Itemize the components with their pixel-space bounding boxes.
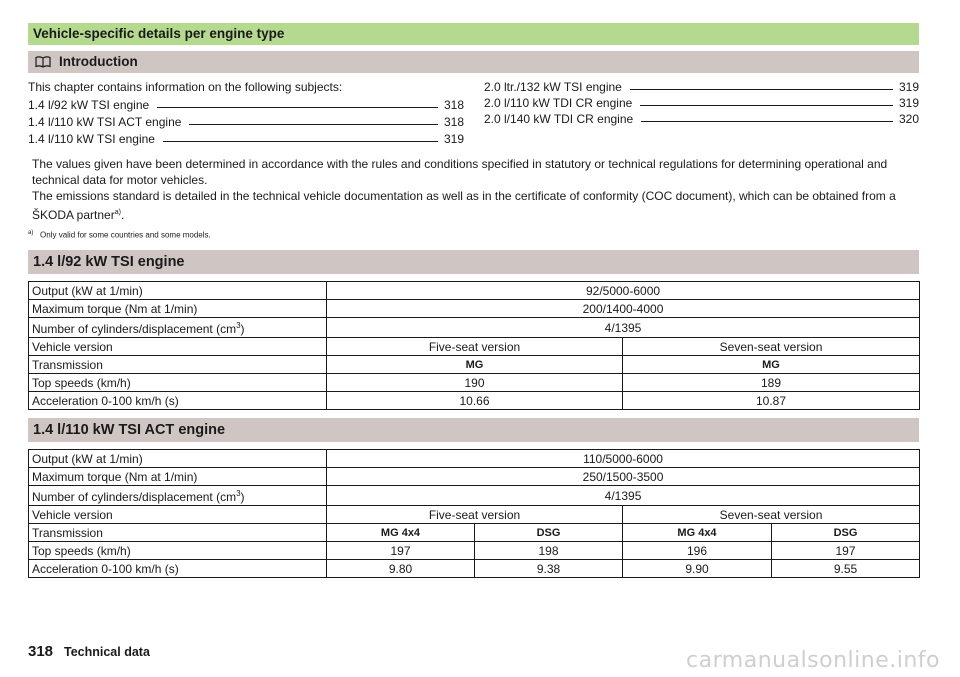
table-cell: Number of cylinders/displacement $(cm^3)$	[29, 318, 327, 338]
table-cell: Number of cylinders/displacement $(cm^3)$	[29, 486, 327, 506]
table-row	[29, 450, 920, 468]
table-row	[29, 506, 920, 524]
toc-item[interactable]: 1.4 l/92 kW TSI engine 318	[28, 98, 464, 112]
toc-item[interactable]: 2.0 l/140 kW TDI CR engine 320	[484, 112, 919, 126]
spec-table	[28, 449, 920, 578]
table-cell: 196	[623, 542, 772, 560]
table-cell: Seven-seat version	[623, 338, 920, 356]
table-row	[29, 486, 920, 506]
table-row	[29, 468, 920, 486]
table-row	[29, 374, 920, 392]
table-cell: Vehicle version	[29, 506, 327, 524]
table-cell: Acceleration 0-100 km/h (s)	[29, 560, 327, 578]
table-cell: Maximum torque (Nm at 1/min)	[29, 300, 327, 318]
table-cell: 92/5000-6000	[327, 282, 920, 300]
table-row	[29, 560, 920, 578]
table-cell: DSG	[475, 524, 623, 542]
table-cell: Output (kW at 1/min)	[29, 282, 327, 300]
table-cell: 9.38	[475, 560, 623, 578]
intro-title: Introduction	[59, 54, 138, 69]
table-cell: 9.80	[327, 560, 475, 578]
table-cell: Acceleration 0-100 km/h (s)	[29, 392, 327, 410]
toc-item[interactable]: 2.0 ltr./132 kW TSI engine 319	[484, 80, 919, 94]
table-cell: 9.55	[772, 560, 920, 578]
intro-paragraph: The values given have been determined in accordance with the rules and conditions specified in statutory or technical regulations for determining operational and technical data for motor vehicles.	[32, 157, 888, 187]
table-cell: 189	[623, 374, 920, 392]
table-cell: Transmission	[29, 524, 327, 542]
table-cell: 197	[772, 542, 920, 560]
table-row	[29, 524, 920, 542]
table-row	[29, 542, 920, 560]
table-cell: 110/5000-6000	[327, 450, 920, 468]
table-cell: 198	[475, 542, 623, 560]
table-cell: Five-seat version	[327, 506, 623, 524]
table-cell: 10.87	[623, 392, 920, 410]
table-row	[29, 300, 920, 318]
footer-title: Technical data	[64, 645, 150, 659]
toc-item[interactable]: 1.4 l/110 kW TSI engine 319	[28, 132, 464, 146]
chapter-header: Vehicle-specific details per engine type	[28, 23, 919, 45]
table-cell: 9.90	[623, 560, 772, 578]
table-cell: Top speeds (km/h)	[29, 542, 327, 560]
footnote-ref: a)	[114, 208, 121, 216]
table-cell: Top speeds (km/h)	[29, 374, 327, 392]
table-row	[29, 338, 920, 356]
section-header: 1.4 l/92 kW TSI engine	[28, 250, 919, 274]
table-cell: Maximum torque (Nm at 1/min)	[29, 468, 327, 486]
table-cell: 197	[327, 542, 475, 560]
table-cell: Vehicle version	[29, 338, 327, 356]
table-cell: MG	[623, 356, 920, 374]
section-header: 1.4 l/110 kW TSI ACT engine	[28, 418, 919, 442]
footnote: $^{a)}$ Only valid for some countries and some models.	[28, 230, 211, 240]
table-cell: Five-seat version	[327, 338, 623, 356]
page-number: 318	[28, 643, 54, 660]
table-cell: 4/1395	[327, 486, 920, 506]
table-row	[29, 282, 920, 300]
table-cell: 200/1400-4000	[327, 300, 920, 318]
intro-lead: This chapter contains information on the following subjects:	[28, 80, 343, 94]
table-cell: Seven-seat version	[623, 506, 920, 524]
table-cell: MG 4x4	[623, 524, 772, 542]
spec-table	[28, 281, 920, 410]
table-cell: 250/1500-3500	[327, 468, 920, 486]
table-cell: DSG	[772, 524, 920, 542]
intro-header	[28, 51, 919, 73]
table-cell: Transmission	[29, 356, 327, 374]
table-cell: MG	[327, 356, 623, 374]
toc-item[interactable]: 1.4 l/110 kW TSI ACT engine 318	[28, 115, 464, 129]
table-cell: 4/1395	[327, 318, 920, 338]
table-cell: 10.66	[327, 392, 623, 410]
book-icon	[35, 56, 51, 68]
table-cell: MG 4x4	[327, 524, 475, 542]
watermark: carmanualsonline.info	[686, 648, 940, 673]
table-cell: 190	[327, 374, 623, 392]
table-row	[29, 392, 920, 410]
table-row	[29, 318, 920, 338]
toc-item[interactable]: 2.0 l/110 kW TDI CR engine 319	[484, 96, 919, 110]
emissions-paragraph: The emissions standard is detailed in the technical vehicle documentation as well as in the certificate of conformity (COC document), which can be obtained from a ŠKODA partner$^{a)}$.	[32, 189, 896, 222]
table-row	[29, 356, 920, 374]
table-cell: Output (kW at 1/min)	[29, 450, 327, 468]
